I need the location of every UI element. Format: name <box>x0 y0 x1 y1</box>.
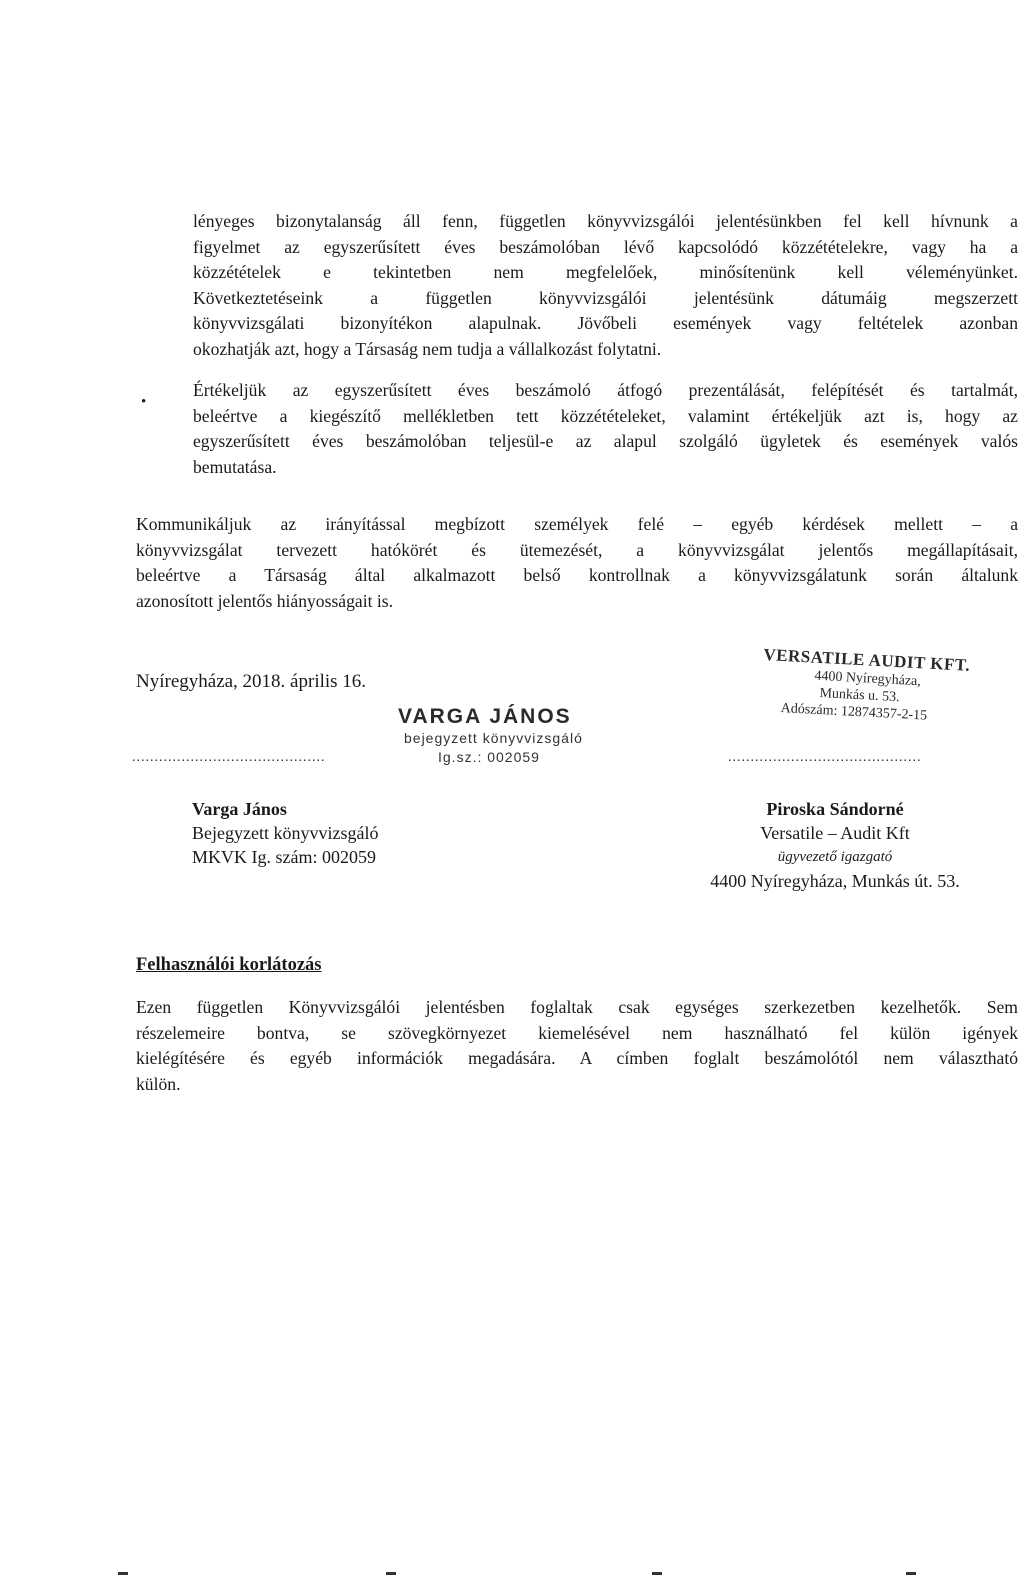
signatory-right-company: Versatile – Audit Kft <box>760 823 910 843</box>
text-line: egyszerűsített éves beszámolóban teljesül-e az alapul szolgáló ügyletek és események valós <box>193 431 1018 452</box>
paragraph-evaluation <box>193 378 1018 480</box>
text-line: kielégítésére és egyéb információk megadására. A címben foglalt beszámolótól nem választható <box>136 1048 1018 1069</box>
signatory-left-name: Varga János <box>192 799 287 819</box>
text-line: beleértve a Társaság által alkalmazott belső kontrollnak a könyvvizsgálatunk során általunk <box>136 565 1018 586</box>
text-line: azonosított jelentős hiányosságait is. <box>136 590 394 611</box>
text-line: figyelmet az egyszerűsített éves beszámolóban lévő kapcsolódó közzétételekre, vagy ha a <box>193 236 1018 257</box>
signatory-right-role: ügyvezető igazgató <box>777 849 893 865</box>
signature-line-left: ........................................... <box>132 750 326 765</box>
stamp-auditor-name: VARGA JÁNOS <box>398 705 572 728</box>
restriction-paragraph <box>136 995 1018 1097</box>
text-line: könyvvizsgálati bizonyítékon alapulnak. Jövőbeli események vagy feltételek azonban <box>193 313 1018 334</box>
text-line: lényeges bizonytalanság áll fenn, független könyvvizsgálói jelentésünkben fel kell hívnunk a <box>193 211 1018 231</box>
paragraph-communication <box>136 512 1018 614</box>
text-line: könyvvizsgálat tervezett hatókörét és ütemezését, a könyvvizsgálat jelentős megállapításait, <box>136 539 1018 560</box>
paragraph-going-concern <box>193 209 1018 363</box>
text-line: bemutatása. <box>193 456 277 477</box>
signatory-right-address: 4400 Nyíregyháza, Munkás út. 53. <box>710 871 960 891</box>
text-line: Következtetéseink a független könyvvizsgálói jelentésünk dátumáig megszerzett <box>193 287 1018 308</box>
signatory-left-title: Bejegyzett könyvvizsgáló <box>192 823 379 843</box>
text-line: beleértve a kiegészítő mellékletben tett közzétételeket, valamint értékeljük azt is, hogy az <box>193 405 1018 426</box>
auditor-stamp <box>398 705 583 767</box>
scan-mark <box>906 1572 916 1575</box>
text-line: Értékeljük az egyszerűsített éves beszámoló átfogó prezentálását, felépítését és tartalmát, <box>193 380 1018 400</box>
text-line: Kommunikáljuk az irányítással megbízott személyek felé – egyéb kérdések mellett – a <box>136 514 1018 534</box>
bullet-point-icon: • <box>141 394 147 410</box>
text-line: közzétételek e tekintetben nem megfelelőek, minősítenünk kell véleményünket. <box>193 262 1018 283</box>
stamp-auditor-registration: Ig.sz.: 002059 <box>438 749 540 765</box>
stamp-company-city: 4400 Nyíregyháza, <box>814 668 922 690</box>
signatory-right <box>680 797 990 893</box>
stamp-company-street: Munkás u. 53. <box>819 685 900 706</box>
date-line: Nyíregyháza, 2018. április 16. <box>136 671 367 692</box>
text-line: Ezen független Könyvvizsgálói jelentésben foglaltak csak egységes szerkezetben kezelhetők. Sem <box>136 997 1018 1017</box>
text-line: részelemeire bontva, se szövegkörnyezet kiemelésével nem használható fel külön igények <box>136 1022 1018 1043</box>
restriction-heading: Felhasználói korlátozás <box>136 955 322 975</box>
stamp-auditor-title: bejegyzett könyvvizsgáló <box>404 730 583 746</box>
text-line: külön. <box>136 1073 181 1094</box>
signatory-left <box>192 797 378 869</box>
scan-mark <box>386 1572 396 1575</box>
scan-mark <box>118 1572 128 1575</box>
signature-line-right: ........................................... <box>728 750 922 765</box>
company-stamp <box>760 645 970 727</box>
stamp-company-taxnumber: Adószám: 12874357-2-15 <box>780 700 928 724</box>
stamp-company-name: VERSATILE AUDIT KFT. <box>763 645 971 675</box>
signatory-right-name: Piroska Sándorné <box>766 799 904 819</box>
signatory-left-registration: MKVK Ig. szám: 002059 <box>192 847 376 867</box>
text-line: okozhatják azt, hogy a Társaság nem tudja a vállalkozást folytatni. <box>193 338 662 359</box>
scan-mark <box>652 1572 662 1575</box>
